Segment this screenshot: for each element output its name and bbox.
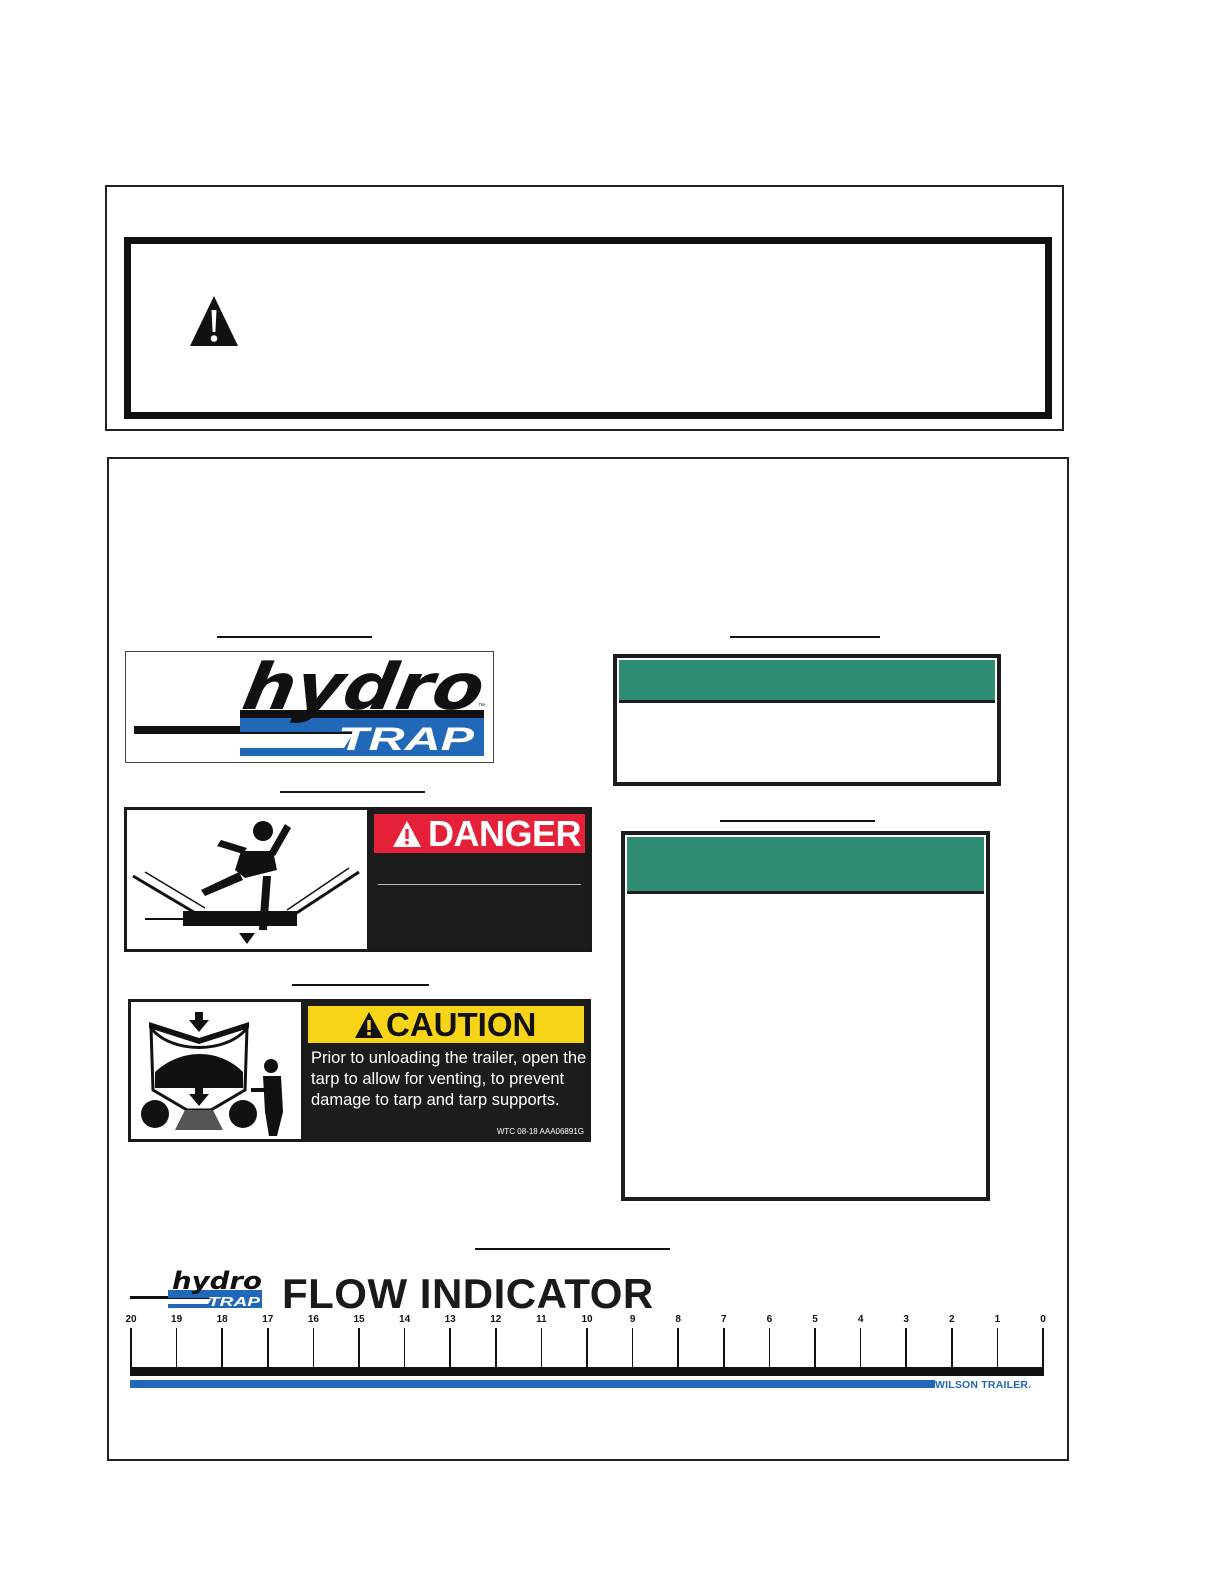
hydro-trap-small-logo: [128, 1268, 266, 1310]
svg-text:TRAP: TRAP: [338, 721, 476, 757]
flow-tick-label: 20: [125, 1314, 137, 1325]
caution-panel: [301, 1002, 588, 1139]
caution-message: Prior to unloading the trailer, open the tarp to allow for venting, to prevent damage to tarp and tarp supports.: [311, 1049, 587, 1109]
flow-tick-mark: [723, 1328, 725, 1368]
flow-tick-mark: [814, 1328, 816, 1368]
instruction-caption-rule: [720, 820, 875, 822]
flow-tick-mark: [677, 1328, 679, 1368]
flow-tick-label: 5: [812, 1314, 818, 1325]
flow-tick-label: 10: [581, 1314, 593, 1325]
notice-header: [619, 660, 995, 703]
flow-tick-label: 17: [262, 1314, 274, 1325]
fall-hazard-pictogram: [127, 810, 365, 949]
flow-tick-mark: [313, 1328, 315, 1368]
flow-tick-label: 9: [629, 1314, 636, 1325]
tarp-venting-pictogram: [131, 1002, 299, 1139]
flow-tick-label: 14: [399, 1314, 411, 1325]
danger-decal: [124, 807, 592, 952]
flow-tick-mark: [951, 1328, 953, 1368]
flow-tick-mark: [905, 1328, 907, 1368]
flow-tick-mark: [1042, 1328, 1044, 1368]
flow-tick-mark: [632, 1328, 634, 1368]
flow-tick-mark: [495, 1328, 497, 1368]
flow-tick-label: 1: [994, 1314, 1001, 1325]
svg-text:™: ™: [478, 703, 485, 710]
instruction-decal: [621, 831, 990, 1201]
flow-tick-label: 3: [903, 1314, 909, 1325]
flow-tick-label: 16: [307, 1314, 319, 1325]
flow-tick-mark: [221, 1328, 223, 1368]
flow-tick-label: 0: [1040, 1314, 1046, 1325]
flow-tick-mark: [997, 1328, 999, 1368]
flow-tick-mark: [769, 1328, 771, 1368]
flow-tick-mark: [586, 1328, 588, 1368]
flow-tick-mark: [404, 1328, 406, 1368]
warning-triangle-icon: [188, 294, 240, 348]
hydro-trap-logo: [126, 652, 493, 762]
flow-indicator-title: FLOW INDICATOR: [282, 1270, 654, 1317]
flow-tick-label: 4: [857, 1314, 864, 1325]
caution-header: [308, 1006, 584, 1043]
notice-caption-rule: [730, 636, 880, 638]
instruction-header: [627, 837, 984, 894]
logo-caption-rule: [217, 636, 372, 638]
caution-part-number: WTC 08-18 AAA06891G: [496, 1127, 584, 1136]
flow-tick-label: 2: [949, 1314, 955, 1325]
flow-tick-mark: [130, 1328, 132, 1368]
caution-alert-icon: [354, 1011, 384, 1039]
danger-header: [374, 814, 585, 853]
flow-tick-mark: [449, 1328, 451, 1368]
flow-tick-mark: [358, 1328, 360, 1368]
svg-text:hydro: hydro: [172, 1268, 262, 1295]
flow-tick-mark: [541, 1328, 543, 1368]
flow-tick-label: 6: [766, 1314, 773, 1325]
warning-callout: [124, 237, 1052, 419]
flow-scale-bar: [130, 1367, 1044, 1376]
flow-tick-mark: [860, 1328, 862, 1368]
caution-caption-rule: [292, 984, 429, 986]
caution-decal: [128, 999, 591, 1142]
caution-heading: CAUTION: [386, 1006, 537, 1043]
svg-text:hydro: hydro: [237, 652, 459, 725]
danger-caption-rule: [280, 791, 425, 793]
wilson-trailer-brand: WILSON TRAILER.: [935, 1379, 1032, 1391]
flow-tick-label: 13: [444, 1314, 456, 1325]
flow-scale-blue-band: [130, 1380, 935, 1388]
danger-panel: [367, 810, 589, 949]
flow-tick-label: 19: [171, 1314, 183, 1325]
hydro-trap-logo-decal: [125, 651, 494, 763]
flow-tick-mark: [176, 1328, 178, 1368]
flow-tick-label: 12: [490, 1314, 502, 1325]
flow-tick-label: 8: [675, 1314, 681, 1325]
danger-divider: [378, 884, 581, 885]
svg-text:TRAP: TRAP: [208, 1294, 261, 1309]
flow-tick-label: 11: [536, 1314, 547, 1325]
flow-tick-mark: [267, 1328, 269, 1368]
danger-alert-icon: [392, 820, 422, 848]
flow-tick-label: 7: [721, 1314, 727, 1325]
flow-tick-label: 18: [216, 1314, 228, 1325]
flow-caption-rule: [475, 1248, 670, 1250]
notice-decal: [613, 654, 1001, 786]
danger-heading: DANGER: [428, 813, 582, 854]
flow-tick-label: 15: [353, 1314, 365, 1325]
